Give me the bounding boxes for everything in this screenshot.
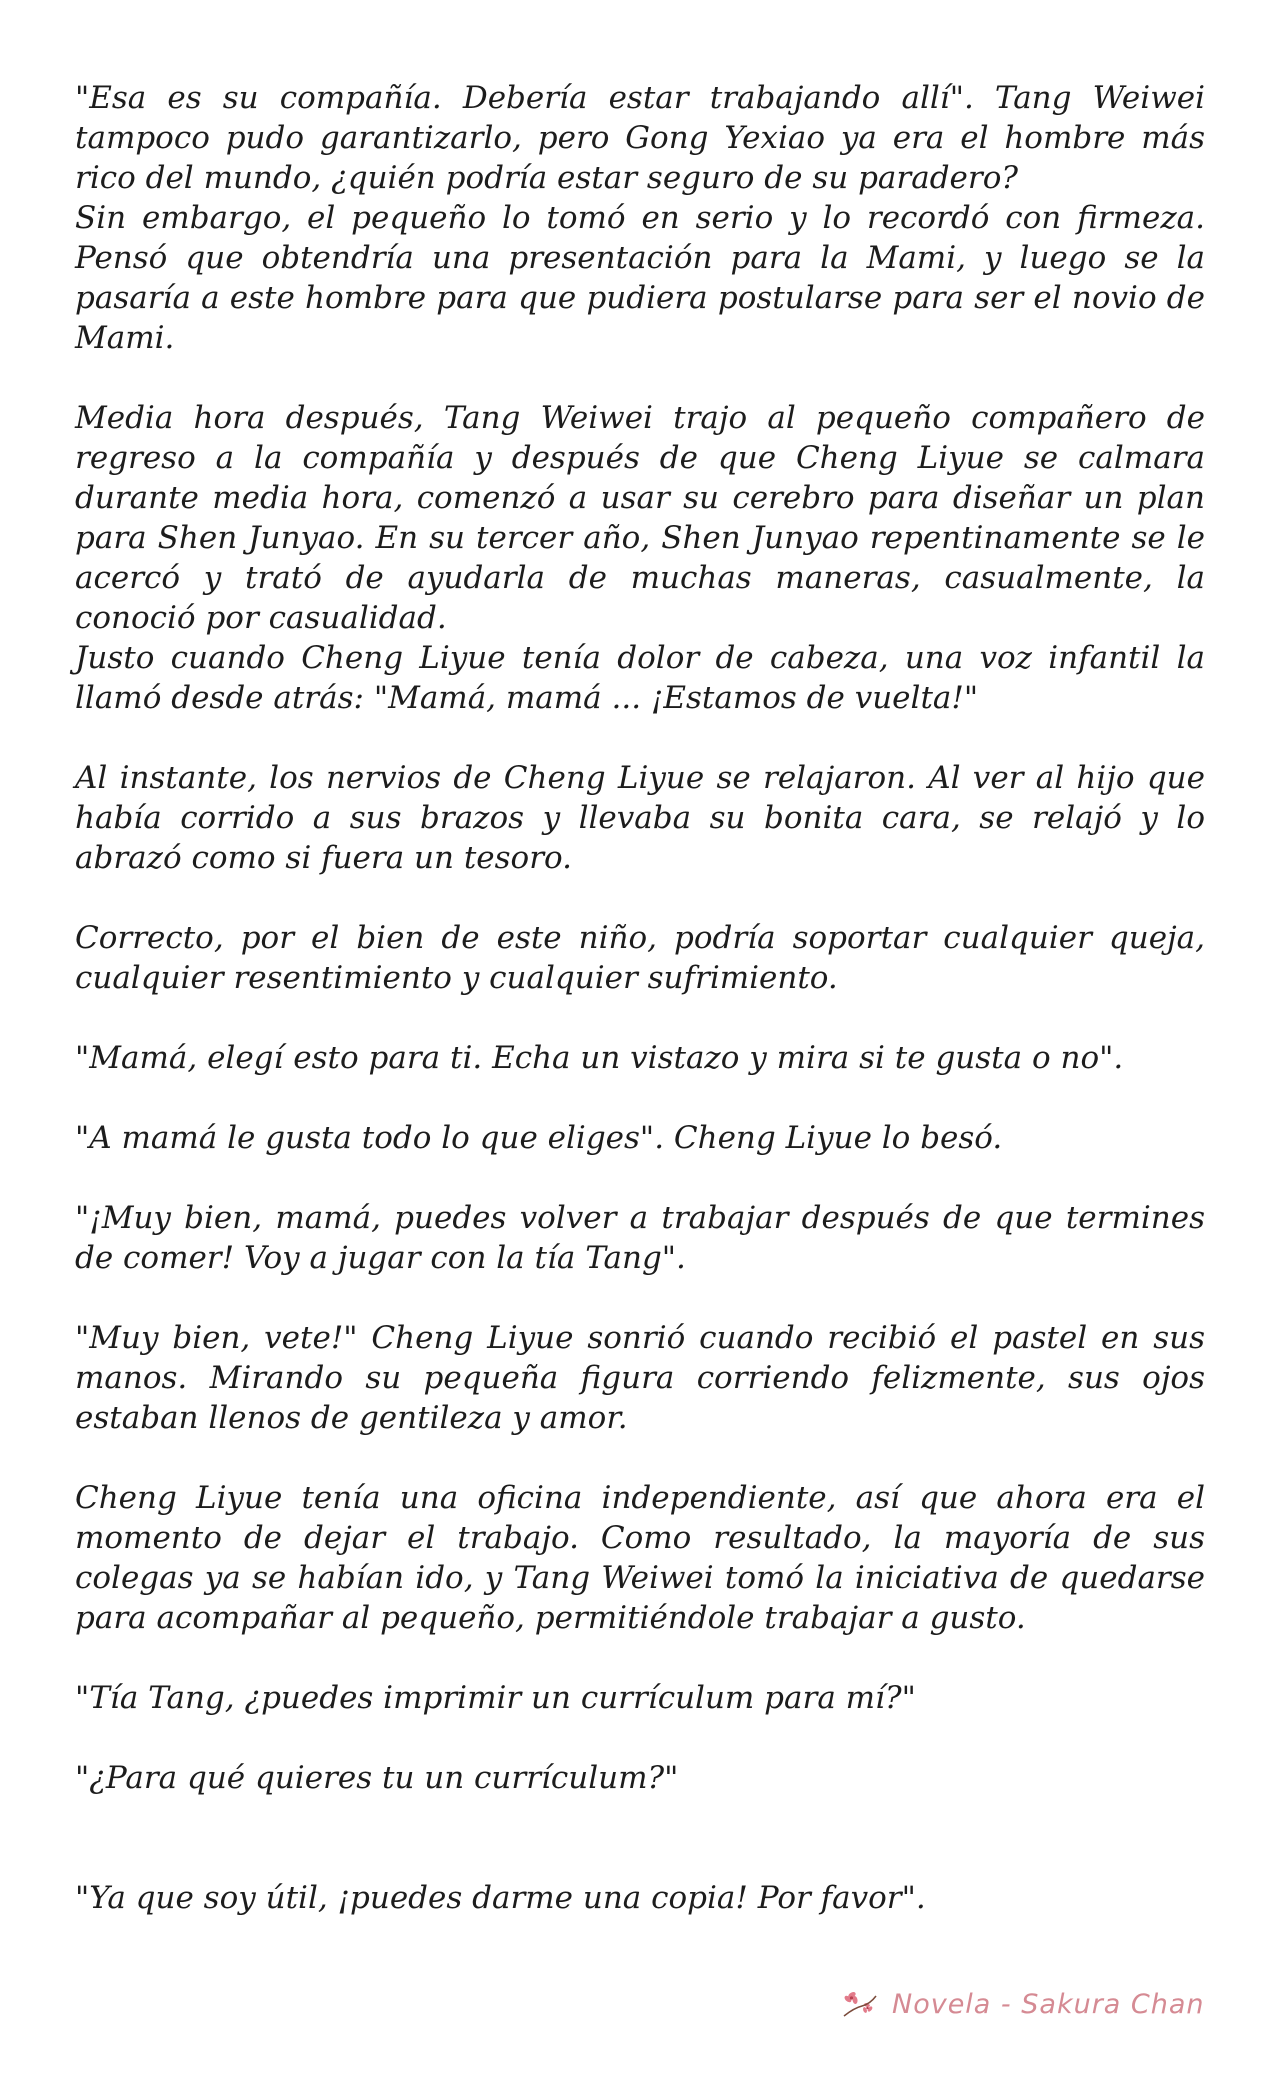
document-body [75,78,1205,1958]
paragraph-13: "¿Para qué quieres tu un currículum?" [75,1760,679,1796]
watermark-text: Novela - Sakura Chan [892,1988,1205,2020]
paragraph-12: "Tía Tang, ¿puedes imprimir un currículum para mí?" [75,1680,916,1716]
paragraph-9: "¡Muy bien, mamá, puedes volver a trabajar después de que termines de comer! Voy a jugar con la tía Tang". [75,1200,1205,1276]
paragraph-3: Media hora después, Tang Weiwei trajo al pequeño compañero de regreso a la compañía y después de que Cheng Liyue se calmara durante media hora, comenzó a usar su cerebro para diseñar un plan para Shen Junyao. En su tercer año, Shen Junyao repentinamente se le acercó y trató de ayudarla de muchas maneras, casualmente, la conoció por casualidad. [75,400,1205,636]
paragraph-7: "Mamá, elegí esto para ti. Echa un vistazo y mira si te gusta o no". [75,1040,1124,1076]
paragraph-11: Cheng Liyue tenía una oficina independiente, así que ahora era el momento de dejar el trabajo. Como resultado, la mayoría de sus colegas ya se habían ido, y Tang Weiwei tomó la iniciativa de quedarse para acompañar al pequeño, permitiéndole trabajar a gusto. [75,1480,1205,1636]
paragraph-2: Sin embargo, el pequeño lo tomó en serio y lo recordó con firmeza. Pensó que obtendría una presentación para la Mami, y luego se la pasaría a este hombre para que pudiera postularse para ser el novio de Mami. [75,200,1205,356]
paragraph-1: "Esa es su compañía. Debería estar trabajando allí". Tang Weiwei tampoco pudo garantizarlo, pero Gong Yexiao ya era el hombre más rico del mundo, ¿quién podría estar seguro de su paradero? [75,80,1205,196]
paragraph-10: "Muy bien, vete!" Cheng Liyue sonrió cuando recibió el pastel en sus manos. Mirando su pequeña figura corriendo felizmente, sus ojos estaban llenos de gentileza y amor. [75,1320,1205,1436]
sakura-blossom-icon [840,1986,880,2022]
paragraph-6: Correcto, por el bien de este niño, podría soportar cualquier queja, cualquier resentimiento y cualquier sufrimiento. [75,920,1205,996]
paragraph-14: "Ya que soy útil, ¡puedes darme una copia! Por favor". [75,1880,926,1916]
watermark [840,1984,1205,2024]
paragraph-4: Justo cuando Cheng Liyue tenía dolor de cabeza, una voz infantil la llamó desde atrás: "Mamá, mamá ... ¡Estamos de vuelta!" [75,640,1205,716]
paragraph-5: Al instante, los nervios de Cheng Liyue se relajaron. Al ver al hijo que había corrido a sus brazos y llevaba su bonita cara, se relajó y lo abrazó como si fuera un tesoro. [75,760,1205,876]
paragraph-8: "A mamá le gusta todo lo que eliges". Cheng Liyue lo besó. [75,1120,1003,1156]
